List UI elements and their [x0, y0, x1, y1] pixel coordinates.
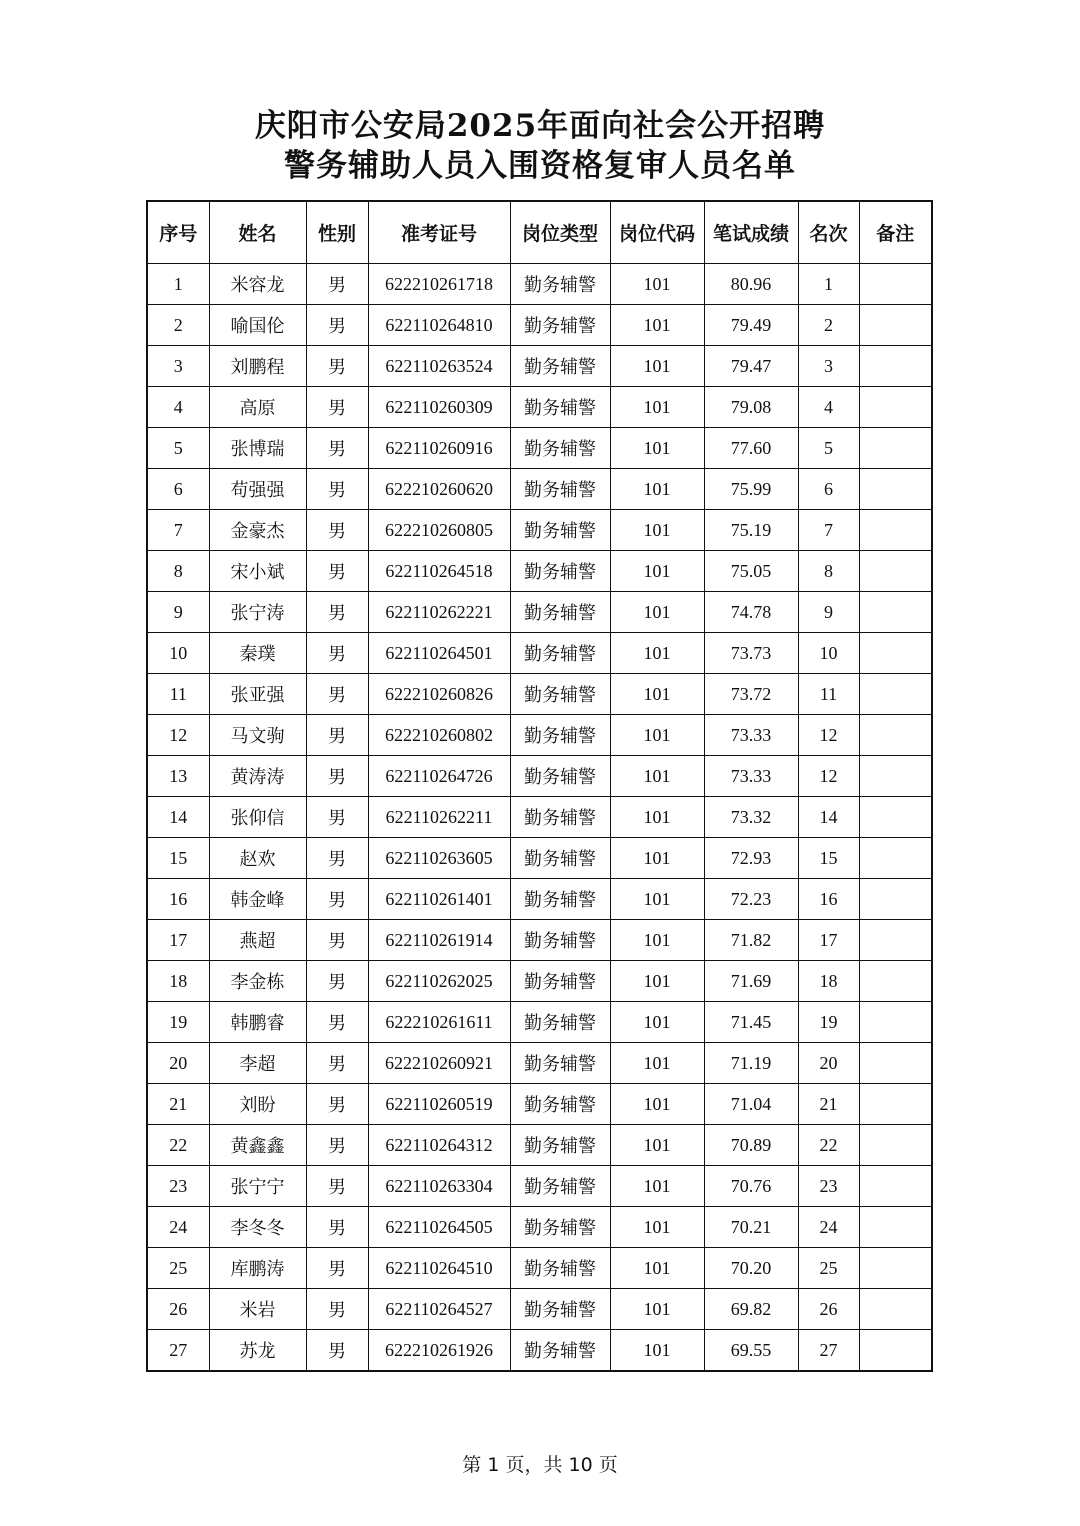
cell-position-type: 勤务辅警 — [510, 1330, 610, 1372]
cell-remarks — [859, 715, 932, 756]
cell-position-type: 勤务辅警 — [510, 756, 610, 797]
table-row — [147, 592, 932, 633]
cell-gender: 男 — [306, 469, 368, 510]
table-row — [147, 797, 932, 838]
cell-exam-id: 622110263524 — [368, 346, 510, 387]
table-row — [147, 674, 932, 715]
cell-score: 70.89 — [704, 1125, 798, 1166]
cell-remarks — [859, 1330, 932, 1372]
table-row — [147, 469, 932, 510]
cell-gender: 男 — [306, 838, 368, 879]
cell-exam-id: 622210261718 — [368, 264, 510, 305]
cell-position-type: 勤务辅警 — [510, 551, 610, 592]
cell-exam-id: 622110264501 — [368, 633, 510, 674]
cell-position-code: 101 — [610, 1043, 704, 1084]
cell-gender: 男 — [306, 756, 368, 797]
header-position-code: 岗位代码 — [610, 201, 704, 264]
cell-rank: 18 — [798, 961, 859, 1002]
table-row — [147, 1207, 932, 1248]
cell-score: 69.55 — [704, 1330, 798, 1372]
cell-rank: 16 — [798, 879, 859, 920]
cell-gender: 男 — [306, 1043, 368, 1084]
header-position-type: 岗位类型 — [510, 201, 610, 264]
cell-index: 10 — [147, 633, 209, 674]
cell-position-type: 勤务辅警 — [510, 879, 610, 920]
cell-score: 80.96 — [704, 264, 798, 305]
cell-position-type: 勤务辅警 — [510, 920, 610, 961]
cell-position-code: 101 — [610, 961, 704, 1002]
cell-index: 15 — [147, 838, 209, 879]
cell-exam-id: 622110264810 — [368, 305, 510, 346]
cell-gender: 男 — [306, 920, 368, 961]
cell-position-type: 勤务辅警 — [510, 1002, 610, 1043]
cell-remarks — [859, 1125, 932, 1166]
cell-gender: 男 — [306, 715, 368, 756]
cell-index: 5 — [147, 428, 209, 469]
cell-score: 70.76 — [704, 1166, 798, 1207]
cell-name: 马文驹 — [209, 715, 306, 756]
cell-position-code: 101 — [610, 633, 704, 674]
cell-name: 张宁涛 — [209, 592, 306, 633]
cell-gender: 男 — [306, 264, 368, 305]
cell-name: 韩金峰 — [209, 879, 306, 920]
table-row — [147, 879, 932, 920]
cell-gender: 男 — [306, 346, 368, 387]
table-row — [147, 633, 932, 674]
cell-rank: 6 — [798, 469, 859, 510]
cell-name: 苏龙 — [209, 1330, 306, 1372]
cell-rank: 26 — [798, 1289, 859, 1330]
cell-rank: 7 — [798, 510, 859, 551]
cell-score: 69.82 — [704, 1289, 798, 1330]
cell-rank: 2 — [798, 305, 859, 346]
cell-name: 李金栋 — [209, 961, 306, 1002]
cell-remarks — [859, 879, 932, 920]
cell-exam-id: 622110262211 — [368, 797, 510, 838]
cell-remarks — [859, 1248, 932, 1289]
cell-gender: 男 — [306, 1125, 368, 1166]
cell-exam-id: 622110263304 — [368, 1166, 510, 1207]
cell-position-code: 101 — [610, 1289, 704, 1330]
cell-name: 黄涛涛 — [209, 756, 306, 797]
cell-remarks — [859, 756, 932, 797]
cell-name: 张亚强 — [209, 674, 306, 715]
header-row — [147, 201, 932, 264]
cell-index: 11 — [147, 674, 209, 715]
cell-score: 72.93 — [704, 838, 798, 879]
cell-exam-id: 622110264527 — [368, 1289, 510, 1330]
cell-exam-id: 622110263605 — [368, 838, 510, 879]
cell-index: 20 — [147, 1043, 209, 1084]
cell-remarks — [859, 428, 932, 469]
cell-remarks — [859, 1002, 932, 1043]
cell-score: 74.78 — [704, 592, 798, 633]
cell-position-code: 101 — [610, 346, 704, 387]
cell-name: 苟强强 — [209, 469, 306, 510]
cell-position-type: 勤务辅警 — [510, 1207, 610, 1248]
cell-position-code: 101 — [610, 387, 704, 428]
header-exam-id: 准考证号 — [368, 201, 510, 264]
cell-exam-id: 622210261611 — [368, 1002, 510, 1043]
cell-position-code: 101 — [610, 510, 704, 551]
cell-gender: 男 — [306, 1289, 368, 1330]
cell-position-code: 101 — [610, 1166, 704, 1207]
cell-remarks — [859, 920, 932, 961]
cell-gender: 男 — [306, 428, 368, 469]
cell-score: 71.04 — [704, 1084, 798, 1125]
cell-position-type: 勤务辅警 — [510, 797, 610, 838]
cell-rank: 11 — [798, 674, 859, 715]
cell-position-code: 101 — [610, 592, 704, 633]
header-remarks: 备注 — [859, 201, 932, 264]
cell-rank: 15 — [798, 838, 859, 879]
cell-index: 3 — [147, 346, 209, 387]
cell-index: 6 — [147, 469, 209, 510]
table-row — [147, 1289, 932, 1330]
cell-score: 73.72 — [704, 674, 798, 715]
cell-rank: 3 — [798, 346, 859, 387]
table-row — [147, 838, 932, 879]
cell-score: 75.05 — [704, 551, 798, 592]
table-body — [147, 264, 932, 1372]
cell-gender: 男 — [306, 510, 368, 551]
cell-position-type: 勤务辅警 — [510, 469, 610, 510]
cell-position-code: 101 — [610, 1002, 704, 1043]
cell-gender: 男 — [306, 1002, 368, 1043]
cell-position-code: 101 — [610, 797, 704, 838]
cell-exam-id: 622210261926 — [368, 1330, 510, 1372]
cell-score: 73.33 — [704, 756, 798, 797]
cell-index: 22 — [147, 1125, 209, 1166]
table-row — [147, 920, 932, 961]
cell-score: 77.60 — [704, 428, 798, 469]
header-name: 姓名 — [209, 201, 306, 264]
cell-position-type: 勤务辅警 — [510, 510, 610, 551]
cell-position-type: 勤务辅警 — [510, 715, 610, 756]
cell-index: 9 — [147, 592, 209, 633]
cell-rank: 22 — [798, 1125, 859, 1166]
cell-remarks — [859, 1043, 932, 1084]
table-row — [147, 756, 932, 797]
cell-rank: 4 — [798, 387, 859, 428]
cell-rank: 25 — [798, 1248, 859, 1289]
cell-score: 71.82 — [704, 920, 798, 961]
table-row — [147, 1043, 932, 1084]
cell-position-type: 勤务辅警 — [510, 1166, 610, 1207]
cell-gender: 男 — [306, 797, 368, 838]
cell-position-type: 勤务辅警 — [510, 428, 610, 469]
table-header — [147, 201, 932, 264]
cell-score: 79.08 — [704, 387, 798, 428]
cell-position-type: 勤务辅警 — [510, 1043, 610, 1084]
cell-position-type: 勤务辅警 — [510, 346, 610, 387]
cell-index: 23 — [147, 1166, 209, 1207]
cell-position-code: 101 — [610, 1084, 704, 1125]
cell-exam-id: 622110262025 — [368, 961, 510, 1002]
cell-remarks — [859, 1084, 932, 1125]
cell-gender: 男 — [306, 961, 368, 1002]
cell-rank: 1 — [798, 264, 859, 305]
table-row — [147, 510, 932, 551]
cell-index: 19 — [147, 1002, 209, 1043]
cell-exam-id: 622110260916 — [368, 428, 510, 469]
cell-exam-id: 622110262221 — [368, 592, 510, 633]
cell-exam-id: 622110264312 — [368, 1125, 510, 1166]
cell-exam-id: 622110264726 — [368, 756, 510, 797]
cell-name: 张博瑞 — [209, 428, 306, 469]
cell-name: 秦璞 — [209, 633, 306, 674]
cell-rank: 10 — [798, 633, 859, 674]
cell-exam-id: 622210260802 — [368, 715, 510, 756]
cell-exam-id: 622110261914 — [368, 920, 510, 961]
cell-rank: 12 — [798, 715, 859, 756]
cell-index: 17 — [147, 920, 209, 961]
cell-remarks — [859, 1289, 932, 1330]
cell-position-code: 101 — [610, 1207, 704, 1248]
header-score: 笔试成绩 — [704, 201, 798, 264]
cell-remarks — [859, 674, 932, 715]
cell-exam-id: 622210260826 — [368, 674, 510, 715]
cell-index: 27 — [147, 1330, 209, 1372]
cell-position-type: 勤务辅警 — [510, 1125, 610, 1166]
cell-name: 刘盼 — [209, 1084, 306, 1125]
cell-gender: 男 — [306, 305, 368, 346]
cell-rank: 14 — [798, 797, 859, 838]
cell-rank: 19 — [798, 1002, 859, 1043]
header-rank: 名次 — [798, 201, 859, 264]
cell-gender: 男 — [306, 1248, 368, 1289]
cell-remarks — [859, 961, 932, 1002]
cell-name: 张仰信 — [209, 797, 306, 838]
cell-position-type: 勤务辅警 — [510, 961, 610, 1002]
cell-score: 73.33 — [704, 715, 798, 756]
cell-position-code: 101 — [610, 756, 704, 797]
cell-score: 73.73 — [704, 633, 798, 674]
cell-position-code: 101 — [610, 469, 704, 510]
cell-score: 75.99 — [704, 469, 798, 510]
cell-index: 13 — [147, 756, 209, 797]
cell-score: 70.20 — [704, 1248, 798, 1289]
cell-index: 8 — [147, 551, 209, 592]
table-row — [147, 387, 932, 428]
cell-score: 71.45 — [704, 1002, 798, 1043]
page-footer: 第 1 页，共 10 页 — [462, 1454, 618, 1476]
cell-rank: 17 — [798, 920, 859, 961]
cell-gender: 男 — [306, 879, 368, 920]
cell-position-code: 101 — [610, 305, 704, 346]
cell-gender: 男 — [306, 1084, 368, 1125]
cell-position-type: 勤务辅警 — [510, 305, 610, 346]
cell-gender: 男 — [306, 674, 368, 715]
cell-rank: 12 — [798, 756, 859, 797]
table-row — [147, 428, 932, 469]
table-row — [147, 1248, 932, 1289]
cell-rank: 8 — [798, 551, 859, 592]
table-row — [147, 264, 932, 305]
table-row — [147, 715, 932, 756]
cell-rank: 9 — [798, 592, 859, 633]
cell-index: 16 — [147, 879, 209, 920]
cell-name: 黄鑫鑫 — [209, 1125, 306, 1166]
document-title-line1: 庆阳市公安局2025年面向社会公开招聘 — [254, 108, 826, 144]
cell-position-code: 101 — [610, 428, 704, 469]
cell-gender: 男 — [306, 1330, 368, 1372]
cell-remarks — [859, 551, 932, 592]
candidate-table — [146, 200, 933, 1372]
cell-rank: 27 — [798, 1330, 859, 1372]
cell-remarks — [859, 305, 932, 346]
table-row — [147, 1166, 932, 1207]
header-gender: 性别 — [306, 201, 368, 264]
cell-score: 79.49 — [704, 305, 798, 346]
cell-position-code: 101 — [610, 920, 704, 961]
cell-gender: 男 — [306, 592, 368, 633]
cell-score: 75.19 — [704, 510, 798, 551]
cell-name: 李超 — [209, 1043, 306, 1084]
cell-index: 18 — [147, 961, 209, 1002]
cell-exam-id: 622110264518 — [368, 551, 510, 592]
cell-remarks — [859, 264, 932, 305]
cell-position-type: 勤务辅警 — [510, 1289, 610, 1330]
cell-position-code: 101 — [610, 715, 704, 756]
cell-name: 宋小斌 — [209, 551, 306, 592]
cell-rank: 23 — [798, 1166, 859, 1207]
cell-name: 李冬冬 — [209, 1207, 306, 1248]
cell-position-type: 勤务辅警 — [510, 838, 610, 879]
cell-index: 14 — [147, 797, 209, 838]
cell-gender: 男 — [306, 633, 368, 674]
cell-name: 金豪杰 — [209, 510, 306, 551]
cell-index: 25 — [147, 1248, 209, 1289]
cell-remarks — [859, 469, 932, 510]
cell-index: 7 — [147, 510, 209, 551]
cell-score: 71.19 — [704, 1043, 798, 1084]
cell-rank: 20 — [798, 1043, 859, 1084]
cell-position-type: 勤务辅警 — [510, 592, 610, 633]
cell-rank: 5 — [798, 428, 859, 469]
cell-position-code: 101 — [610, 674, 704, 715]
table-row — [147, 1002, 932, 1043]
cell-position-code: 101 — [610, 879, 704, 920]
cell-remarks — [859, 838, 932, 879]
cell-position-type: 勤务辅警 — [510, 264, 610, 305]
cell-index: 12 — [147, 715, 209, 756]
cell-remarks — [859, 797, 932, 838]
table-row — [147, 1330, 932, 1372]
cell-exam-id: 622210260805 — [368, 510, 510, 551]
cell-remarks — [859, 592, 932, 633]
cell-score: 73.32 — [704, 797, 798, 838]
cell-remarks — [859, 1207, 932, 1248]
cell-exam-id: 622210260921 — [368, 1043, 510, 1084]
cell-remarks — [859, 1166, 932, 1207]
cell-name: 高原 — [209, 387, 306, 428]
cell-gender: 男 — [306, 387, 368, 428]
cell-index: 24 — [147, 1207, 209, 1248]
cell-index: 4 — [147, 387, 209, 428]
cell-name: 刘鹏程 — [209, 346, 306, 387]
cell-position-code: 101 — [610, 551, 704, 592]
table-row — [147, 961, 932, 1002]
cell-position-type: 勤务辅警 — [510, 1248, 610, 1289]
header-index: 序号 — [147, 201, 209, 264]
cell-exam-id: 622110260309 — [368, 387, 510, 428]
cell-position-type: 勤务辅警 — [510, 387, 610, 428]
cell-score: 79.47 — [704, 346, 798, 387]
cell-name: 燕超 — [209, 920, 306, 961]
cell-index: 26 — [147, 1289, 209, 1330]
cell-name: 张宁宁 — [209, 1166, 306, 1207]
cell-exam-id: 622110264510 — [368, 1248, 510, 1289]
cell-index: 1 — [147, 264, 209, 305]
table-row — [147, 1084, 932, 1125]
cell-name: 米容龙 — [209, 264, 306, 305]
table-row — [147, 551, 932, 592]
cell-name: 韩鹏睿 — [209, 1002, 306, 1043]
cell-score: 72.23 — [704, 879, 798, 920]
cell-position-code: 101 — [610, 1330, 704, 1372]
document-title-line2: 警务辅助人员入围资格复审人员名单 — [284, 148, 796, 184]
cell-name: 赵欢 — [209, 838, 306, 879]
cell-position-type: 勤务辅警 — [510, 633, 610, 674]
cell-position-code: 101 — [610, 1248, 704, 1289]
cell-remarks — [859, 387, 932, 428]
cell-exam-id: 622110264505 — [368, 1207, 510, 1248]
cell-gender: 男 — [306, 1207, 368, 1248]
cell-gender: 男 — [306, 1166, 368, 1207]
cell-position-type: 勤务辅警 — [510, 674, 610, 715]
cell-remarks — [859, 346, 932, 387]
table-row — [147, 305, 932, 346]
cell-rank: 21 — [798, 1084, 859, 1125]
cell-score: 70.21 — [704, 1207, 798, 1248]
cell-rank: 24 — [798, 1207, 859, 1248]
cell-name: 喻国伦 — [209, 305, 306, 346]
cell-position-code: 101 — [610, 1125, 704, 1166]
cell-index: 2 — [147, 305, 209, 346]
cell-index: 21 — [147, 1084, 209, 1125]
cell-exam-id: 622210260620 — [368, 469, 510, 510]
cell-gender: 男 — [306, 551, 368, 592]
table-row — [147, 346, 932, 387]
cell-exam-id: 622110260519 — [368, 1084, 510, 1125]
cell-exam-id: 622110261401 — [368, 879, 510, 920]
cell-score: 71.69 — [704, 961, 798, 1002]
cell-remarks — [859, 633, 932, 674]
cell-position-code: 101 — [610, 838, 704, 879]
cell-remarks — [859, 510, 932, 551]
cell-position-type: 勤务辅警 — [510, 1084, 610, 1125]
cell-name: 米岩 — [209, 1289, 306, 1330]
table-row — [147, 1125, 932, 1166]
cell-position-code: 101 — [610, 264, 704, 305]
cell-name: 库鹏涛 — [209, 1248, 306, 1289]
